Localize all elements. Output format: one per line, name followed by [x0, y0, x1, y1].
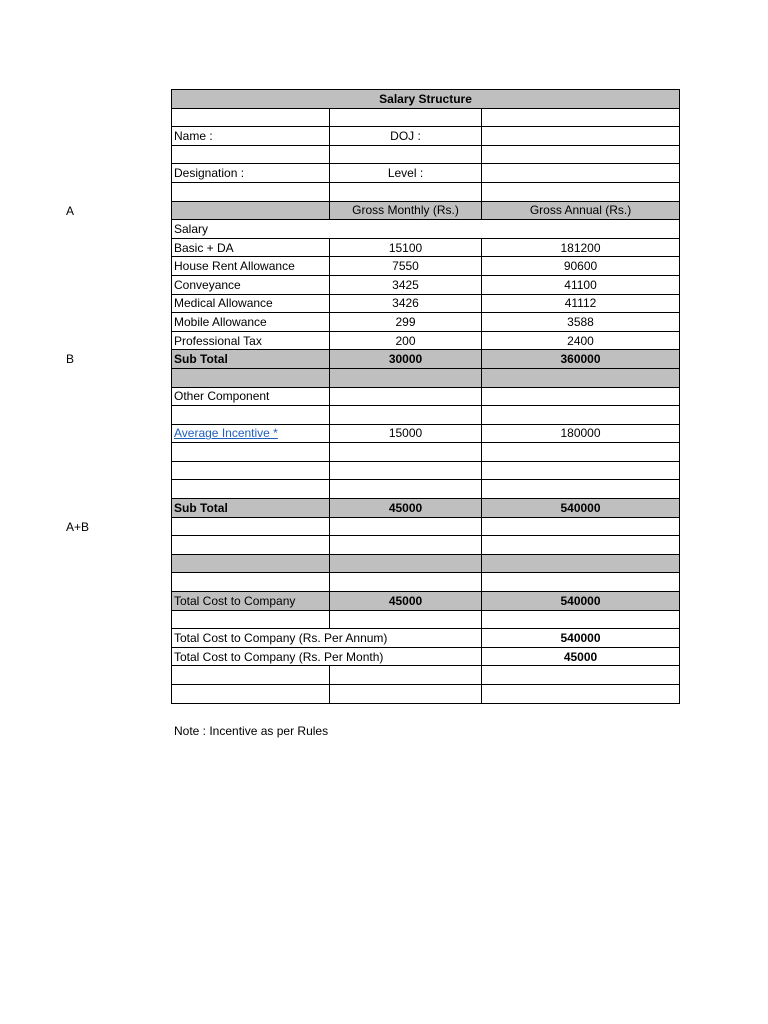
row-monthly: 299: [330, 313, 482, 332]
blank-row: [172, 685, 680, 704]
name-label: Name :: [172, 127, 330, 146]
salary-section-label: Salary: [172, 220, 330, 239]
row-monthly: 200: [330, 331, 482, 350]
ctc-monthly: 45000: [330, 592, 482, 611]
blank-row: [172, 610, 680, 629]
blank-row: [172, 108, 680, 127]
subtotal-monthly: 30000: [330, 350, 482, 369]
row-label: House Rent Allowance: [172, 257, 330, 276]
table-row: [172, 331, 680, 350]
ctc-row: [172, 592, 680, 611]
blank-row: [172, 536, 680, 555]
blank-row: [172, 480, 680, 499]
row-label: Professional Tax: [172, 331, 330, 350]
blank-row: [172, 666, 680, 685]
header-gross-annual: Gross Annual (Rs.): [482, 201, 680, 220]
doj-value: [482, 127, 680, 146]
row-monthly: 3426: [330, 294, 482, 313]
table-title: Salary Structure: [172, 90, 680, 109]
designation-label: Designation :: [172, 164, 330, 183]
row-annual: 41112: [482, 294, 680, 313]
row-annual: 181200: [482, 238, 680, 257]
incentive-note: Note : Incentive as per Rules: [174, 724, 329, 738]
ctc-per-month-row: [172, 647, 680, 666]
column-header-row: [172, 201, 680, 220]
subtotal-annual: 360000: [482, 350, 680, 369]
gray-spacer-row: [172, 554, 680, 573]
blank-row: [172, 182, 680, 201]
header-gross-monthly: Gross Monthly (Rs.): [330, 201, 482, 220]
row-monthly: 7550: [330, 257, 482, 276]
subtotal-label: Sub Total: [172, 499, 330, 518]
side-label-b: B: [66, 352, 75, 366]
ctc-per-annum-label: Total Cost to Company (Rs. Per Annum): [172, 629, 482, 648]
table-row: [172, 275, 680, 294]
blank-row: [172, 443, 680, 462]
salary-structure-table: [171, 89, 680, 704]
row-label: Conveyance: [172, 275, 330, 294]
row-label: Basic + DA: [172, 238, 330, 257]
ctc-per-month-value: 45000: [482, 647, 680, 666]
ctc-per-month-label: Total Cost to Company (Rs. Per Month): [172, 647, 482, 666]
average-incentive-link[interactable]: Average Incentive *: [174, 426, 278, 441]
blank-row: [172, 145, 680, 164]
row-annual: 41100: [482, 275, 680, 294]
designation-row: [172, 164, 680, 183]
table-row: [172, 257, 680, 276]
subtotal-label: Sub Total: [172, 350, 330, 369]
blank-row: [172, 573, 680, 592]
subtotal-monthly: 45000: [330, 499, 482, 518]
ctc-annual: 540000: [482, 592, 680, 611]
subtotal-annual: 540000: [482, 499, 680, 518]
side-label-a-plus-b: A+B: [66, 520, 90, 534]
row-annual: 90600: [482, 257, 680, 276]
table-row: [172, 313, 680, 332]
side-label-a: A: [66, 204, 75, 218]
row-label: Medical Allowance: [172, 294, 330, 313]
row-annual: 3588: [482, 313, 680, 332]
row-annual: 2400: [482, 331, 680, 350]
subtotal-row-other: [172, 499, 680, 518]
name-row: [172, 127, 680, 146]
ctc-per-annum-row: [172, 629, 680, 648]
row-monthly: 3425: [330, 275, 482, 294]
incentive-row: [172, 424, 680, 443]
incentive-annual: 180000: [482, 424, 680, 443]
row-monthly: 15100: [330, 238, 482, 257]
level-label: Level :: [330, 164, 482, 183]
other-component-row: [172, 387, 680, 406]
incentive-monthly: 15000: [330, 424, 482, 443]
gray-spacer-row: [172, 368, 680, 387]
other-component-label: Other Component: [172, 387, 330, 406]
doj-label: DOJ :: [330, 127, 482, 146]
row-label: Mobile Allowance: [172, 313, 330, 332]
ctc-per-annum-value: 540000: [482, 629, 680, 648]
blank-row: [172, 461, 680, 480]
blank-row: [172, 517, 680, 536]
ctc-label: Total Cost to Company: [172, 592, 330, 611]
table-row: [172, 294, 680, 313]
table-row: [172, 238, 680, 257]
salary-section-row: [172, 220, 680, 239]
blank-row: [172, 406, 680, 425]
title-row: [172, 90, 680, 109]
level-value: [482, 164, 680, 183]
subtotal-row-salary: [172, 350, 680, 369]
